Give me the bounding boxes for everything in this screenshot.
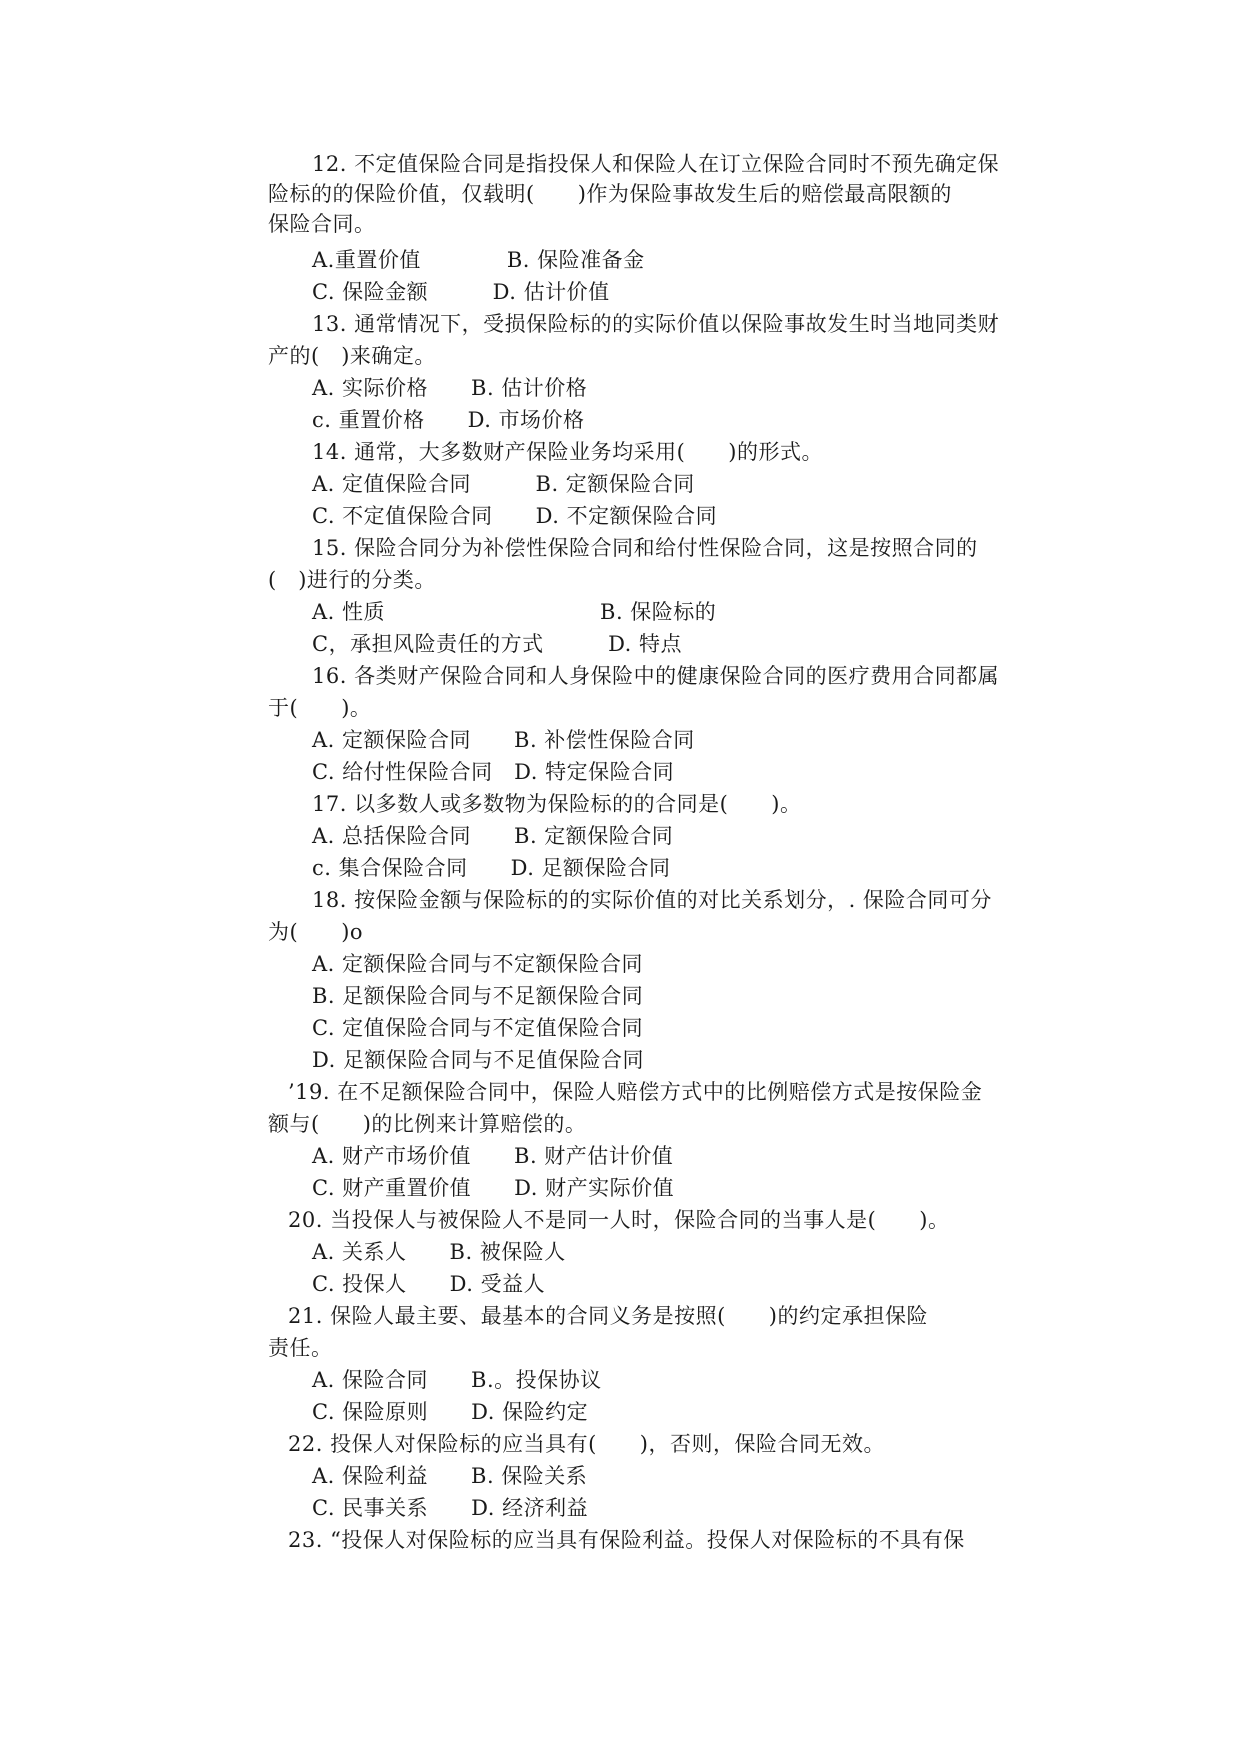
question-14-options-cd: C. 不定值保险合同 D. 不定额保险合同 [312, 504, 718, 528]
question-15-stem-cont: ( )进行的分类。 [268, 568, 436, 592]
question-16-stem: 16. 各类财产保险合同和人身保险中的健康保险合同的医疗费用合同都属 [312, 664, 1000, 688]
question-22-options-cd: C. 民事关系 D. 经济利益 [312, 1496, 589, 1520]
question-18-option-a: A. 定额保险合同与不定额保险合同 [312, 952, 644, 976]
question-18-stem-cont: 为( )o [268, 920, 364, 944]
question-23-stem: 23. “投保人对保险标的应当具有保险利益。投保人对保险标的不具有保 [288, 1528, 965, 1552]
question-20-options-ab: A. 关系人 B. 被保险人 [312, 1240, 566, 1264]
question-13-options-cd: c. 重置价格 D. 市场价格 [312, 408, 585, 432]
question-15-options-cd: C，承担风险责任的方式 D. 特点 [312, 632, 683, 656]
question-19-stem-cont: 额与( )的比例来计算赔偿的。 [268, 1112, 587, 1136]
question-20-options-cd: C. 投保人 D. 受益人 [312, 1272, 546, 1296]
question-21-stem-cont: 责任。 [268, 1336, 333, 1360]
question-12-options-cd: C. 保险金额 D. 估计价值 [312, 280, 610, 304]
question-15-options-ab: A. 性质 B. 保险标的 [312, 600, 717, 624]
question-13-stem-cont: 产的( )来确定。 [268, 344, 436, 368]
question-12-options-ab: A.重置价值 B. 保险准备金 [312, 248, 645, 272]
question-18-stem: 18. 按保险金额与保险标的的实际价值的对比关系划分，. 保险合同可分 [312, 888, 992, 912]
question-12-stem: 12. 不定值保险合同是指投保人和保险人在订立保险合同时不预先确定保 [312, 152, 1000, 176]
question-17-stem: 17. 以多数人或多数物为保险标的的合同是( )。 [312, 792, 802, 816]
question-12-stem-cont: 险标的的保险价值，仅载明( )作为保险事故发生后的赔偿最高限额的 [268, 182, 952, 206]
question-18-option-b: B. 足额保险合同与不足额保险合同 [312, 984, 644, 1008]
question-14-stem: 14. 通常，大多数财产保险业务均采用( )的形式。 [312, 440, 823, 464]
question-13-stem: 13. 通常情况下，受损保险标的的实际价值以保险事故发生时当地同类财 [312, 312, 1000, 336]
question-13-options-ab: A. 实际价格 B. 估计价格 [312, 376, 588, 400]
question-21-options-cd: C. 保险原则 D. 保险约定 [312, 1400, 589, 1424]
question-12-stem-cont: 保险合同。 [268, 212, 376, 236]
question-21-options-ab: A. 保险合同 B.。投保协议 [312, 1368, 602, 1392]
question-16-options-cd: C. 给付性保险合同 D. 特定保险合同 [312, 760, 675, 784]
question-18-option-d: D. 足额保险合同与不足值保险合同 [312, 1048, 644, 1072]
question-16-options-ab: A. 定额保险合同 B. 补偿性保险合同 [312, 728, 695, 752]
question-18-option-c: C. 定值保险合同与不定值保险合同 [312, 1016, 644, 1040]
question-17-options-ab: A. 总括保险合同 B. 定额保险合同 [312, 824, 674, 848]
question-19-stem: ’19. 在不足额保险合同中，保险人赔偿方式中的比例赔偿方式是按保险金 [288, 1080, 983, 1104]
question-15-stem: 15. 保险合同分为补偿性保险合同和给付性保险合同，这是按照合同的 [312, 536, 978, 560]
question-20-stem: 20. 当投保人与被保险人不是同一人时，保险合同的当事人是( )。 [288, 1208, 950, 1232]
question-19-options-cd: C. 财产重置价值 D. 财产实际价值 [312, 1176, 675, 1200]
question-19-options-ab: A. 财产市场价值 B. 财产估计价值 [312, 1144, 674, 1168]
question-21-stem: 21. 保险人最主要、最基本的合同义务是按照( )的约定承担保险 [288, 1304, 928, 1328]
question-16-stem-cont: 于( )。 [268, 696, 372, 720]
question-22-stem: 22. 投保人对保险标的应当具有( )，否则，保险合同无效。 [288, 1432, 885, 1456]
question-22-options-ab: A. 保险利益 B. 保险关系 [312, 1464, 588, 1488]
question-17-options-cd: c. 集合保险合同 D. 足额保险合同 [312, 856, 671, 880]
question-14-options-ab: A. 定值保险合同 B. 定额保险合同 [312, 472, 695, 496]
